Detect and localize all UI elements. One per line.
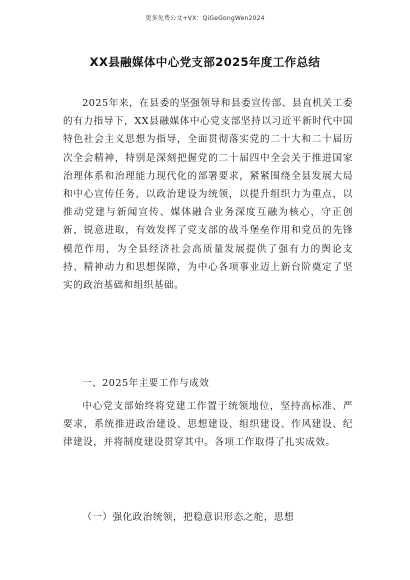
- document-title: XX县融媒体中心党支部2025年度工作总结: [89, 55, 321, 69]
- header-note: 更多免费公文+VX：QiGeGongWen2024: [145, 15, 265, 22]
- section-heading: 一、2025年主要工作与成效: [82, 378, 210, 389]
- section-paragraph: 中心党支部始终将党建工作置于统领地位，坚持高标准、严要求，系统推进政治建设、思想建设、组织建设、作风建设、纪律建设，并将制度建设贯穿其中。各项工作取得了扎实成效。: [63, 401, 353, 449]
- intro-paragraph: 2025年来，在县委的坚强领导和县委宣传部、县直机关工委的有力指导下，XX县融媒体中心党支部坚持以习近平新时代中国特色社会主义思想为指导，全面贯彻落实党的二十大和二十届历次全会精神，特别是深刻把握党的二十届四中全会关于推进国家治理体系和治理能力现代化的部署要求，紧紧围绕全县发展大局和中心宣传任务，以政治建设为统领，以提升组织力为重点，以推动党建与新闻宣传、媒体融合业务深度互融为核心，守正创新，锐意进取，有效发挥了党支部的战斗堡垒作用和党员的先锋模范作用，为全县经济社会高质量发展提供了强有力的舆论支持、精神动力和思想保障，为中心各项事业迈上新台阶奠定了坚实的政治基础和组织基础。: [63, 98, 353, 292]
- subsection-heading: （一）强化政治统领，把稳意识形态之舵，思想: [82, 512, 295, 523]
